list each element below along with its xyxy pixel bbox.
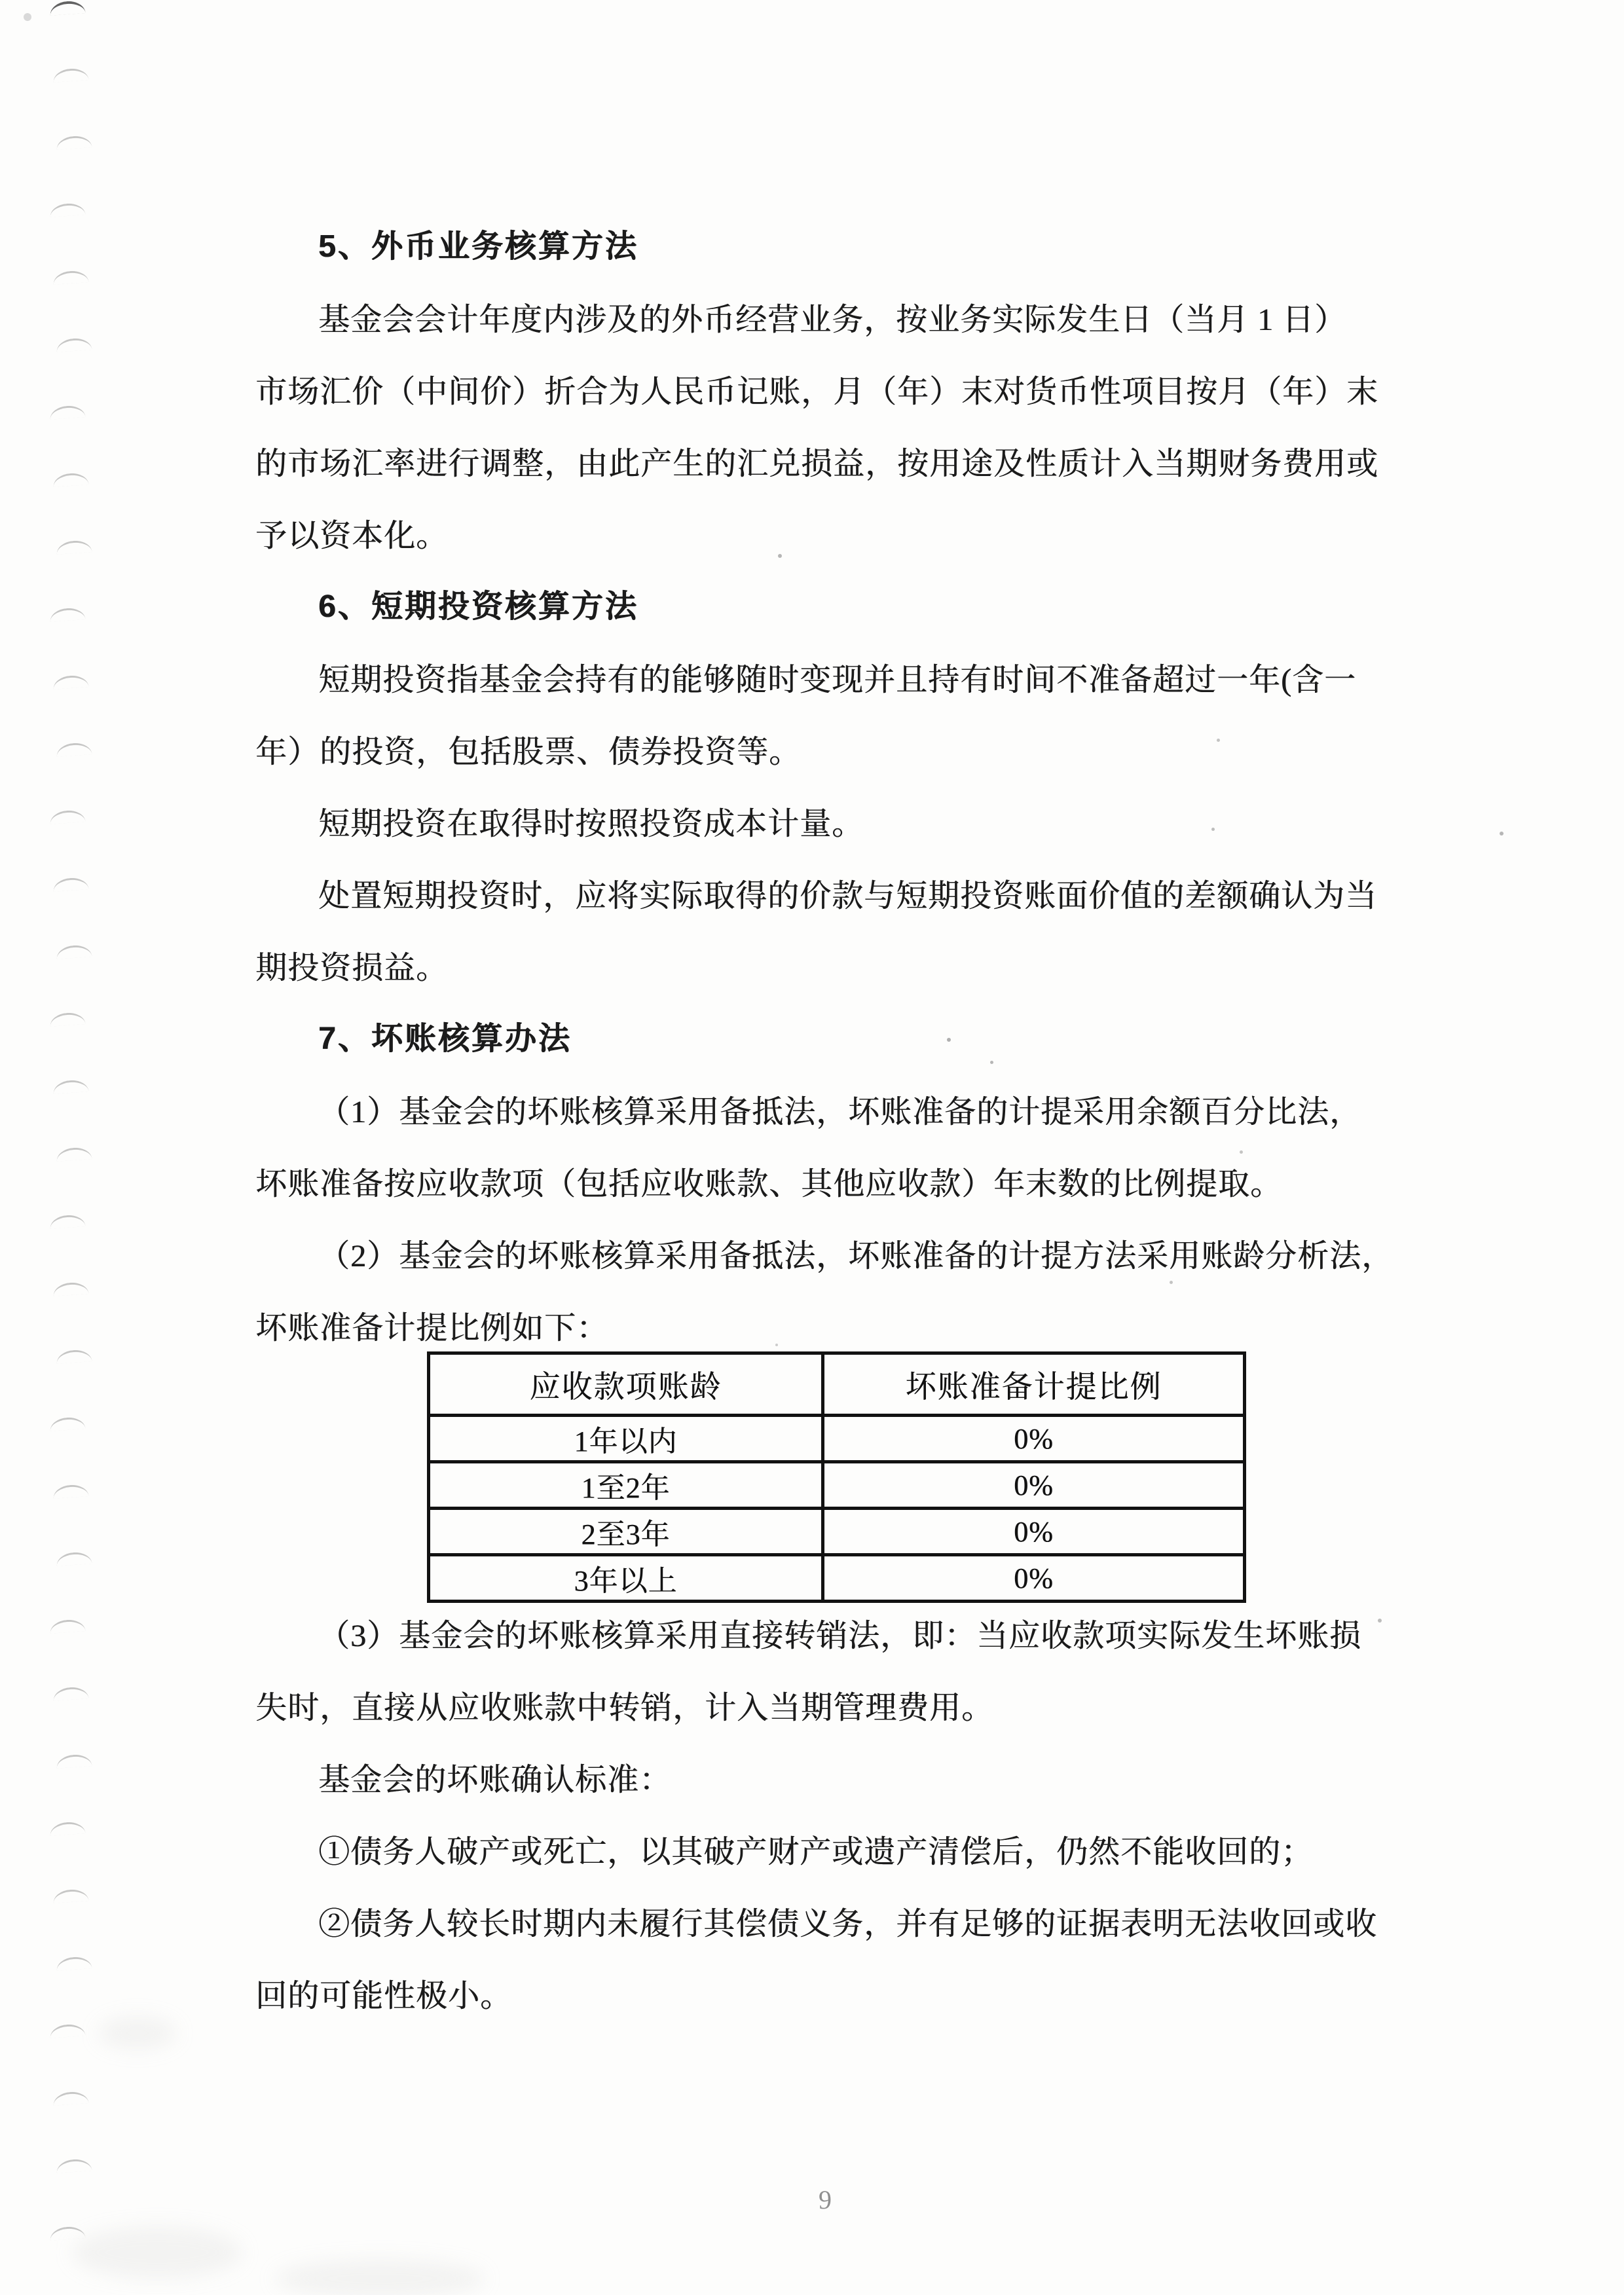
binding-hole-mark	[52, 1484, 88, 1499]
table-row	[429, 1555, 1245, 1602]
scan-smudge	[275, 2259, 485, 2295]
binding-hole-mark	[49, 607, 85, 622]
scan-speck	[1211, 828, 1215, 831]
text-line: 基金会的坏账确认标准：	[318, 1763, 672, 1797]
scan-speck	[1240, 1150, 1243, 1154]
binding-hole-mark	[56, 1753, 92, 1769]
binding-hole-mark	[56, 742, 92, 757]
ratio-cell: 0%	[823, 1555, 1245, 1602]
binding-hole-mark	[52, 1079, 88, 1094]
binding-hole-mark	[52, 2091, 88, 2106]
scan-speck	[947, 1038, 951, 1042]
table-row	[429, 1416, 1245, 1462]
binding-hole-mark	[49, 405, 85, 420]
binding-hole-mark	[56, 1956, 92, 1971]
ratio-cell: 0%	[823, 1416, 1245, 1462]
scan-smudge	[98, 2017, 177, 2049]
binding-hole-mark	[56, 540, 92, 555]
text-line: （3）基金会的坏账核算采用直接转销法，即：当应收款项实际发生坏账损	[318, 1619, 1362, 1653]
binding-hole-mark	[49, 1619, 85, 1634]
table-header-row	[429, 1353, 1245, 1416]
section-heading-5: 5、外币业务核算方法	[318, 229, 638, 264]
text-line: （1）基金会的坏账核算采用备抵法，坏账准备的计提采用余额百分比法，	[318, 1095, 1362, 1129]
binding-hole-mark	[52, 1686, 88, 1701]
binding-hole-mark	[56, 135, 92, 150]
aging-cell: 3年以上	[429, 1555, 823, 1602]
binding-hole-mark	[49, 1012, 85, 1027]
binding-hole-mark	[49, 1416, 85, 1431]
section-heading-6: 6、短期投资核算方法	[318, 589, 638, 624]
text-line: ①债务人破产或死亡，以其破产财产或遗产清偿后，仍然不能收回的；	[318, 1835, 1314, 1869]
text-line: 回的可能性极小。	[255, 1979, 513, 2013]
text-line: 基金会会计年度内涉及的外币经营业务，按业务实际发生日（当月 1 日）	[318, 303, 1347, 337]
binding-hole-mark	[56, 1551, 92, 1566]
aging-cell: 2至3年	[429, 1509, 823, 1555]
bad-debt-provision-table	[427, 1351, 1246, 1603]
text-line: 短期投资指基金会持有的能够随时变现并且持有时间不准备超过一年(含一	[318, 663, 1356, 697]
scan-speck	[1217, 739, 1220, 742]
binding-hole-mark	[49, 1214, 85, 1229]
scan-speck	[778, 554, 782, 558]
aging-cell: 1年以内	[429, 1416, 823, 1462]
binding-hole-mark	[56, 337, 92, 352]
binding-hole-mark	[56, 1349, 92, 1364]
binding-hole-mark	[52, 877, 88, 892]
text-line: ②债务人较长时期内未履行其偿债义务，并有足够的证据表明无法收回或收	[318, 1907, 1378, 1941]
binding-hole-mark	[52, 270, 88, 285]
page-number: 9	[819, 2185, 832, 2214]
ratio-cell: 0%	[823, 1509, 1245, 1555]
binding-hole-mark	[56, 2158, 92, 2173]
binding-hole-mark	[49, 809, 85, 824]
text-line: 失时，直接从应收账款中转销，计入当期管理费用。	[255, 1691, 994, 1725]
table-row	[429, 1509, 1245, 1555]
aging-cell: 1至2年	[429, 1462, 823, 1509]
text-line: 坏账准备按应收款项（包括应收账款、其他应收款）年末数的比例提取。	[255, 1167, 1283, 1202]
binding-hole-mark	[49, 0, 85, 16]
scan-speck	[1170, 1281, 1173, 1284]
binding-hole-mark	[49, 202, 85, 217]
text-line: 市场汇价（中间价）折合为人民币记账，月（年）末对货币性项目按月（年）末	[255, 375, 1379, 409]
table-header-aging: 应收款项账龄	[429, 1353, 823, 1416]
binding-hole-mark	[56, 944, 92, 959]
binding-hole-mark	[49, 2226, 85, 2241]
text-line: 的市场汇率进行调整，由此产生的汇兑损益，按用途及性质计入当期财务费用或	[255, 447, 1379, 481]
table-header-ratio: 坏账准备计提比例	[823, 1353, 1245, 1416]
binding-hole-mark	[56, 1147, 92, 1162]
text-line: 坏账准备计提比例如下：	[255, 1311, 609, 1346]
text-line: 短期投资在取得时按照投资成本计量。	[318, 807, 864, 841]
binding-hole-mark	[52, 67, 88, 83]
binding-hole-mark	[49, 1821, 85, 1836]
text-line: （2）基金会的坏账核算采用备抵法，坏账准备的计提方法采用账龄分析法，	[318, 1239, 1394, 1274]
scan-smudge	[72, 2226, 242, 2279]
text-line: 处置短期投资时，应将实际取得的价款与短期投资账面价值的差额确认为当	[318, 879, 1378, 913]
text-line: 期投资损益。	[255, 951, 449, 985]
binding-hole-mark	[52, 674, 88, 689]
section-heading-7: 7、坏账核算办法	[318, 1021, 572, 1056]
ratio-cell: 0%	[823, 1462, 1245, 1509]
text-line: 年）的投资，包括股票、债券投资等。	[255, 735, 802, 769]
text-line: 予以资本化。	[255, 519, 449, 553]
binding-hole-mark	[52, 472, 88, 487]
table-row	[429, 1462, 1245, 1509]
binding-hole-mark	[52, 1281, 88, 1296]
scan-speck	[775, 1344, 778, 1346]
scan-speck	[1378, 1619, 1382, 1623]
binding-hole-mark	[49, 2023, 85, 2038]
scan-speck	[1500, 832, 1504, 835]
scan-speck	[24, 13, 31, 21]
binding-hole-mark	[52, 1888, 88, 1903]
scan-speck	[990, 1061, 993, 1064]
